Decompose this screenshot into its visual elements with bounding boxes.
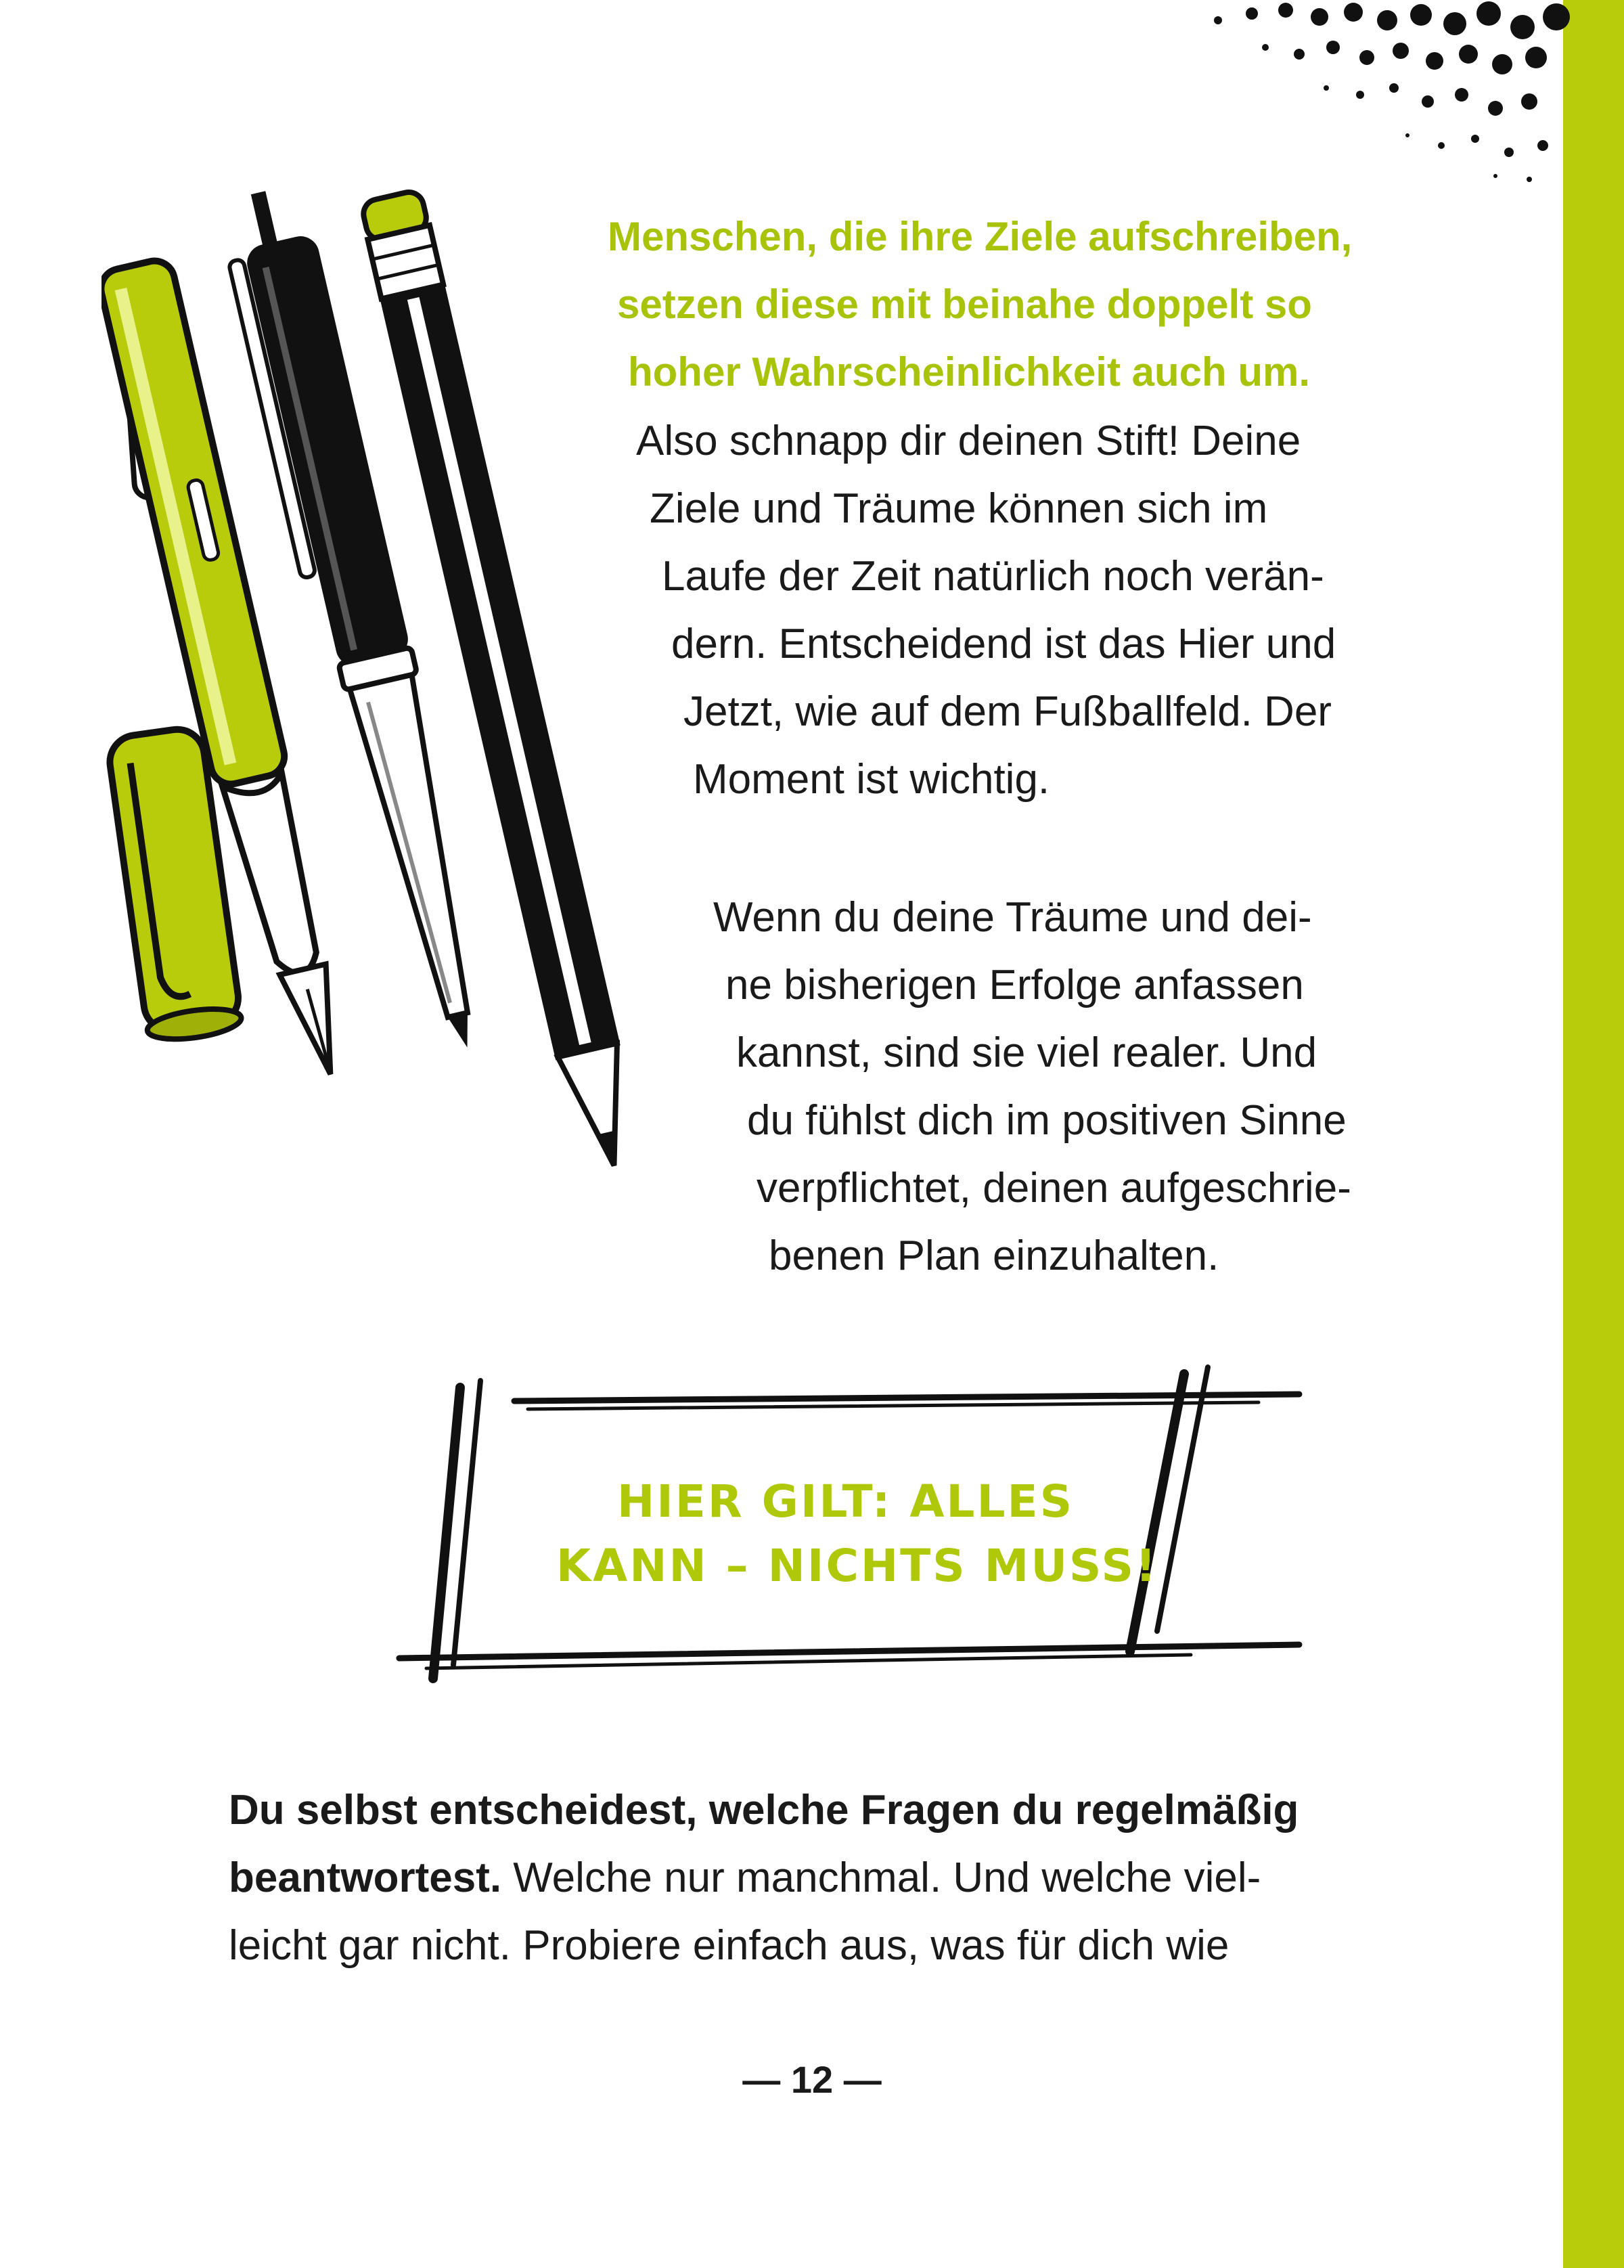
- callout-line-1: HIER GILT: ALLES: [617, 1475, 1075, 1528]
- paragraph3-line-3: leicht gar nicht. Probiere einfach aus, was für dich wie: [229, 1922, 1230, 1969]
- paragraph2-line-3: kannst, sind sie viel realer. Und: [736, 1029, 1317, 1076]
- paragraph2-line-6: benen Plan einzuhalten.: [769, 1232, 1219, 1279]
- intro-line-6: Moment ist wichtig.: [693, 756, 1050, 803]
- intro-line-5: Jetzt, wie auf dem Fußballfeld. Der: [683, 688, 1332, 735]
- intro-line-3: Laufe der Zeit natürlich noch verän-: [662, 553, 1324, 600]
- side-accent-bar: [1563, 0, 1624, 2268]
- highlight-line-1: Menschen, die ihre Ziele aufschreiben,: [608, 214, 1353, 259]
- callout-brush-frame: [379, 1360, 1313, 1699]
- intro-line-2: Ziele und Träume können sich im: [650, 485, 1268, 532]
- halftone-dots-decoration: [1191, 0, 1570, 190]
- paragraph2-line-1: Wenn du deine Träume und dei-: [713, 894, 1312, 941]
- intro-line-4: dern. Entscheidend ist das Hier und: [671, 621, 1336, 667]
- paragraph2-line-2: ne bisherigen Erfolge anfassen: [725, 962, 1304, 1008]
- callout-line-2: KANN – NICHTS MUSS!: [556, 1540, 1158, 1592]
- highlight-line-2: setzen diese mit beinahe doppelt so: [617, 282, 1312, 327]
- paragraph3-bold-end: beantwortest.: [229, 1854, 502, 1901]
- paragraph3-line-1: [229, 1777, 1299, 1844]
- highlight-line-3: hoher Wahrscheinlichkeit auch um.: [628, 349, 1310, 395]
- paragraph3-bold-start: Du selbst entscheidest, welche Fragen du regelmäßig: [229, 1787, 1299, 1833]
- pens-illustration: [102, 162, 643, 1245]
- paragraph3-line-2-rest: Welche nur manchmal. Und welche viel-: [501, 1854, 1261, 1901]
- intro-line-1: Also schnapp dir deinen Stift! Deine: [636, 418, 1301, 464]
- paragraph2-line-4: du fühlst dich im positiven Sinne: [747, 1097, 1347, 1144]
- page-number: — 12 —: [742, 2058, 882, 2101]
- paragraph2-line-5: verpflichtet, deinen aufgeschrie-: [757, 1165, 1351, 1211]
- paragraph3-line-2: [229, 1844, 1261, 1912]
